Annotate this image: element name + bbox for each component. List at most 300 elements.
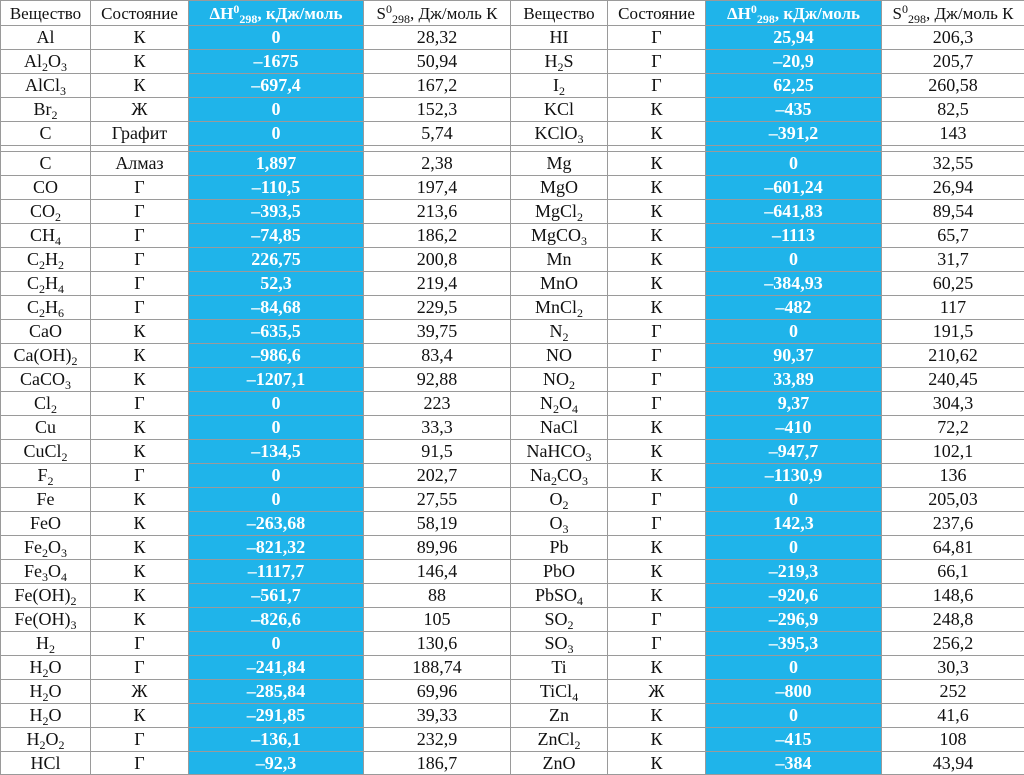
substance-cell: C <box>1 122 91 146</box>
substance-cell: $Na_2CO_3$ <box>511 464 608 488</box>
substance-cell: $Fe(OH)_3$ <box>1 608 91 632</box>
substance-cell: $NO_2$ <box>511 368 608 392</box>
enthalpy-cell: 0 <box>189 122 364 146</box>
enthalpy-cell: –384,93 <box>706 272 882 296</box>
substance-cell: $H_2S$ <box>511 50 608 74</box>
substance-cell: $O_3$ <box>511 512 608 536</box>
state-cell: К <box>608 122 706 146</box>
enthalpy-cell: –435 <box>706 98 882 122</box>
entropy-cell: 205,7 <box>882 50 1024 74</box>
entropy-cell: 31,7 <box>882 248 1024 272</box>
state-cell: Г <box>91 632 189 656</box>
entropy-cell: 102,1 <box>882 440 1024 464</box>
table-row <box>1 536 1024 560</box>
header-dh-prefix: ΔH <box>209 4 233 23</box>
header-s-sup: 0 <box>902 2 908 16</box>
header-substance-left: Вещество <box>1 1 91 26</box>
substance-cell: NaCl <box>511 416 608 440</box>
enthalpy-cell: –920,6 <box>706 584 882 608</box>
enthalpy-cell: –601,24 <box>706 176 882 200</box>
entropy-cell: 256,2 <box>882 632 1024 656</box>
enthalpy-cell: 0 <box>189 98 364 122</box>
enthalpy-cell: –561,7 <box>189 584 364 608</box>
enthalpy-cell: –1113 <box>706 224 882 248</box>
entropy-cell: 28,32 <box>364 26 511 50</box>
state-cell: К <box>91 536 189 560</box>
substance-cell: $Ca(OH)_2$ <box>1 344 91 368</box>
entropy-cell: 146,4 <box>364 560 511 584</box>
state-cell: Г <box>608 608 706 632</box>
enthalpy-cell: –393,5 <box>189 200 364 224</box>
header-entropy-right <box>882 1 1024 26</box>
entropy-cell: 83,4 <box>364 344 511 368</box>
table-row <box>1 98 1024 122</box>
entropy-cell: 200,8 <box>364 248 511 272</box>
substance-cell: Ti <box>511 656 608 680</box>
table-row <box>1 464 1024 488</box>
entropy-cell: 39,75 <box>364 320 511 344</box>
substance-cell: $F_2$ <box>1 464 91 488</box>
entropy-cell: 82,5 <box>882 98 1024 122</box>
state-cell: Г <box>91 200 189 224</box>
substance-cell: Cu <box>1 416 91 440</box>
enthalpy-cell: –263,68 <box>189 512 364 536</box>
table-body <box>1 26 1024 775</box>
entropy-cell: 33,3 <box>364 416 511 440</box>
entropy-cell: 205,03 <box>882 488 1024 512</box>
entropy-cell: 260,58 <box>882 74 1024 98</box>
entropy-cell: 210,62 <box>882 344 1024 368</box>
enthalpy-cell: –296,9 <box>706 608 882 632</box>
entropy-cell: 248,8 <box>882 608 1024 632</box>
header-dh-sup: 0 <box>751 2 757 16</box>
substance-cell: $Al_2O_3$ <box>1 50 91 74</box>
entropy-cell: 240,45 <box>882 368 1024 392</box>
entropy-cell: 60,25 <box>882 272 1024 296</box>
state-cell: К <box>91 440 189 464</box>
state-cell: К <box>91 50 189 74</box>
state-cell: К <box>608 440 706 464</box>
enthalpy-cell: 90,37 <box>706 344 882 368</box>
enthalpy-cell: 0 <box>706 320 882 344</box>
state-cell: К <box>608 536 706 560</box>
table-row <box>1 320 1024 344</box>
substance-cell: KClO$_3$ <box>511 122 608 146</box>
enthalpy-cell: –641,83 <box>706 200 882 224</box>
state-cell: Г <box>608 74 706 98</box>
state-cell: К <box>608 728 706 752</box>
entropy-cell: 27,55 <box>364 488 511 512</box>
table-row <box>1 440 1024 464</box>
enthalpy-cell: –92,3 <box>189 752 364 775</box>
entropy-cell: 105 <box>364 608 511 632</box>
substance-cell: MgO <box>511 176 608 200</box>
header-dh-suffix: , кДж/моль <box>257 4 342 23</box>
table-row <box>1 224 1024 248</box>
enthalpy-cell: 0 <box>189 632 364 656</box>
table-row <box>1 368 1024 392</box>
header-enthalpy-right <box>706 1 882 26</box>
entropy-cell: 152,3 <box>364 98 511 122</box>
entropy-cell: 167,2 <box>364 74 511 98</box>
state-cell: Г <box>608 320 706 344</box>
substance-cell: MgCl$_2$ <box>511 200 608 224</box>
state-cell: К <box>608 656 706 680</box>
substance-cell: $SO_2$ <box>511 608 608 632</box>
header-state-right: Состояние <box>608 1 706 26</box>
state-cell: Г <box>91 272 189 296</box>
substance-cell: $Cl_2$ <box>1 392 91 416</box>
enthalpy-cell: –635,5 <box>189 320 364 344</box>
enthalpy-cell: –821,32 <box>189 536 364 560</box>
enthalpy-cell: 226,75 <box>189 248 364 272</box>
table-row <box>1 656 1024 680</box>
entropy-cell: 32,55 <box>882 152 1024 176</box>
table-row <box>1 152 1024 176</box>
state-cell: К <box>608 152 706 176</box>
state-cell: К <box>608 296 706 320</box>
table-row <box>1 122 1024 146</box>
table-row <box>1 632 1024 656</box>
enthalpy-cell: –800 <box>706 680 882 704</box>
enthalpy-cell: –291,85 <box>189 704 364 728</box>
header-enthalpy-left <box>189 1 364 26</box>
entropy-cell: 2,38 <box>364 152 511 176</box>
state-cell: К <box>91 560 189 584</box>
substance-cell: $SO_3$ <box>511 632 608 656</box>
state-cell: Г <box>91 296 189 320</box>
entropy-cell: 69,96 <box>364 680 511 704</box>
substance-cell: $CO_2$ <box>1 200 91 224</box>
substance-cell: FeO <box>1 512 91 536</box>
substance-cell: $Fe(OH)_2$ <box>1 584 91 608</box>
header-dh-prefix: ΔH <box>727 4 751 23</box>
entropy-cell: 5,74 <box>364 122 511 146</box>
state-cell: Г <box>91 176 189 200</box>
table-row <box>1 26 1024 50</box>
header-s-prefix: S <box>893 4 902 23</box>
enthalpy-cell: –219,3 <box>706 560 882 584</box>
enthalpy-cell: 0 <box>189 392 364 416</box>
enthalpy-cell: –241,84 <box>189 656 364 680</box>
substance-cell: $H_2O_2$ <box>1 728 91 752</box>
header-row <box>1 1 1024 26</box>
substance-cell: $H_2O$ <box>1 656 91 680</box>
substance-cell: $C_2H_6$ <box>1 296 91 320</box>
state-cell: Ж <box>91 98 189 122</box>
state-cell: Г <box>91 224 189 248</box>
entropy-cell: 136 <box>882 464 1024 488</box>
enthalpy-cell: –826,6 <box>189 608 364 632</box>
header-dh-sub: 298 <box>757 12 775 26</box>
state-cell: К <box>91 416 189 440</box>
enthalpy-cell: –395,3 <box>706 632 882 656</box>
substance-cell: $CH_4$ <box>1 224 91 248</box>
state-cell: К <box>91 584 189 608</box>
substance-cell: $I_2$ <box>511 74 608 98</box>
entropy-cell: 88 <box>364 584 511 608</box>
state-cell: К <box>608 560 706 584</box>
substance-cell: PbSO$_4$ <box>511 584 608 608</box>
header-dh-suffix: , кДж/моль <box>775 4 860 23</box>
enthalpy-cell: –74,85 <box>189 224 364 248</box>
enthalpy-cell: –410 <box>706 416 882 440</box>
enthalpy-cell: 1,897 <box>189 152 364 176</box>
enthalpy-cell: 25,94 <box>706 26 882 50</box>
state-cell: К <box>91 488 189 512</box>
state-cell: К <box>91 512 189 536</box>
state-cell: Г <box>608 344 706 368</box>
entropy-cell: 65,7 <box>882 224 1024 248</box>
table-row <box>1 608 1024 632</box>
entropy-cell: 26,94 <box>882 176 1024 200</box>
enthalpy-cell: 33,89 <box>706 368 882 392</box>
entropy-cell: 108 <box>882 728 1024 752</box>
state-cell: Г <box>608 392 706 416</box>
enthalpy-cell: –384 <box>706 752 882 775</box>
enthalpy-cell: –110,5 <box>189 176 364 200</box>
table-row <box>1 416 1024 440</box>
state-cell: Г <box>91 464 189 488</box>
enthalpy-cell: –136,1 <box>189 728 364 752</box>
substance-cell: HCl <box>1 752 91 775</box>
enthalpy-cell: –482 <box>706 296 882 320</box>
state-cell: К <box>608 416 706 440</box>
state-cell: К <box>91 704 189 728</box>
state-cell: К <box>608 248 706 272</box>
state-cell: К <box>91 368 189 392</box>
state-cell: Ж <box>608 680 706 704</box>
entropy-cell: 117 <box>882 296 1024 320</box>
substance-cell: CO <box>1 176 91 200</box>
header-entropy-left <box>364 1 511 26</box>
substance-cell: $N_2O_4$ <box>511 392 608 416</box>
state-cell: Г <box>608 368 706 392</box>
substance-cell: KCl <box>511 98 608 122</box>
substance-cell: HI <box>511 26 608 50</box>
entropy-cell: 188,74 <box>364 656 511 680</box>
entropy-cell: 64,81 <box>882 536 1024 560</box>
enthalpy-cell: 142,3 <box>706 512 882 536</box>
state-cell: Г <box>91 248 189 272</box>
table-row <box>1 272 1024 296</box>
entropy-cell: 223 <box>364 392 511 416</box>
enthalpy-cell: –285,84 <box>189 680 364 704</box>
entropy-cell: 252 <box>882 680 1024 704</box>
substance-cell: $Fe_3O_4$ <box>1 560 91 584</box>
table-row <box>1 176 1024 200</box>
state-cell: К <box>91 608 189 632</box>
state-cell: К <box>608 98 706 122</box>
substance-cell: $O_2$ <box>511 488 608 512</box>
substance-cell: Pb <box>511 536 608 560</box>
substance-cell: $C_2H_4$ <box>1 272 91 296</box>
state-cell: Г <box>91 752 189 775</box>
enthalpy-cell: 0 <box>706 536 882 560</box>
entropy-cell: 43,94 <box>882 752 1024 775</box>
substance-cell: CuCl$_2$ <box>1 440 91 464</box>
enthalpy-cell: –1130,9 <box>706 464 882 488</box>
substance-cell: C <box>1 152 91 176</box>
table-row <box>1 248 1024 272</box>
state-cell: Алмаз <box>91 152 189 176</box>
substance-cell: PbO <box>511 560 608 584</box>
substance-cell: $H_2O$ <box>1 680 91 704</box>
header-s-sup: 0 <box>386 2 392 16</box>
table-row <box>1 512 1024 536</box>
enthalpy-cell: –1207,1 <box>189 368 364 392</box>
enthalpy-cell: 0 <box>706 248 882 272</box>
enthalpy-cell: 62,25 <box>706 74 882 98</box>
enthalpy-cell: –697,4 <box>189 74 364 98</box>
state-cell: Г <box>608 488 706 512</box>
entropy-cell: 66,1 <box>882 560 1024 584</box>
entropy-cell: 130,6 <box>364 632 511 656</box>
enthalpy-cell: –391,2 <box>706 122 882 146</box>
substance-cell: MnCl$_2$ <box>511 296 608 320</box>
substance-cell: $N_2$ <box>511 320 608 344</box>
enthalpy-cell: –947,7 <box>706 440 882 464</box>
state-cell: Ж <box>91 680 189 704</box>
table-row <box>1 584 1024 608</box>
state-cell: К <box>608 272 706 296</box>
state-cell: Г <box>91 656 189 680</box>
entropy-cell: 148,6 <box>882 584 1024 608</box>
table-row <box>1 200 1024 224</box>
substance-cell: CaO <box>1 320 91 344</box>
state-cell: Графит <box>91 122 189 146</box>
state-cell: Г <box>608 50 706 74</box>
state-cell: К <box>91 344 189 368</box>
enthalpy-cell: 0 <box>706 488 882 512</box>
entropy-cell: 143 <box>882 122 1024 146</box>
enthalpy-cell: 9,37 <box>706 392 882 416</box>
entropy-cell: 58,19 <box>364 512 511 536</box>
table-row <box>1 50 1024 74</box>
header-dh-sub: 298 <box>239 12 257 26</box>
state-cell: К <box>608 752 706 775</box>
state-cell: К <box>608 200 706 224</box>
substance-cell: ZnCl$_2$ <box>511 728 608 752</box>
state-cell: Г <box>91 392 189 416</box>
state-cell: К <box>91 74 189 98</box>
substance-cell: Fe <box>1 488 91 512</box>
enthalpy-cell: 0 <box>706 152 882 176</box>
entropy-cell: 41,6 <box>882 704 1024 728</box>
entropy-cell: 50,94 <box>364 50 511 74</box>
entropy-cell: 202,7 <box>364 464 511 488</box>
entropy-cell: 191,5 <box>882 320 1024 344</box>
substance-cell: TiCl$_4$ <box>511 680 608 704</box>
enthalpy-cell: 0 <box>706 656 882 680</box>
entropy-cell: 197,4 <box>364 176 511 200</box>
enthalpy-cell: –1675 <box>189 50 364 74</box>
entropy-cell: 91,5 <box>364 440 511 464</box>
entropy-cell: 89,96 <box>364 536 511 560</box>
substance-cell: AlCl$_3$ <box>1 74 91 98</box>
entropy-cell: 213,6 <box>364 200 511 224</box>
state-cell: Г <box>91 728 189 752</box>
header-s-prefix: S <box>377 4 386 23</box>
header-s-suffix: , Дж/моль К <box>410 4 497 23</box>
substance-cell: $H_2$ <box>1 632 91 656</box>
table-row <box>1 728 1024 752</box>
entropy-cell: 219,4 <box>364 272 511 296</box>
state-cell: Г <box>608 26 706 50</box>
state-cell: К <box>608 464 706 488</box>
substance-cell: Mg <box>511 152 608 176</box>
entropy-cell: 39,33 <box>364 704 511 728</box>
enthalpy-cell: 0 <box>189 464 364 488</box>
header-dh-sup: 0 <box>233 2 239 16</box>
state-cell: К <box>608 176 706 200</box>
enthalpy-cell: –415 <box>706 728 882 752</box>
entropy-cell: 72,2 <box>882 416 1024 440</box>
header-state-left: Состояние <box>91 1 189 26</box>
table-row <box>1 560 1024 584</box>
substance-cell: NaHCO$_3$ <box>511 440 608 464</box>
table-row <box>1 704 1024 728</box>
enthalpy-cell: –84,68 <box>189 296 364 320</box>
entropy-cell: 206,3 <box>882 26 1024 50</box>
substance-cell: Zn <box>511 704 608 728</box>
enthalpy-cell: –20,9 <box>706 50 882 74</box>
substance-cell: NO <box>511 344 608 368</box>
enthalpy-cell: –1117,7 <box>189 560 364 584</box>
enthalpy-cell: –134,5 <box>189 440 364 464</box>
header-s-sub: 298 <box>908 12 926 26</box>
enthalpy-cell: –986,6 <box>189 344 364 368</box>
state-cell: К <box>608 704 706 728</box>
substance-cell: $Fe_2O_3$ <box>1 536 91 560</box>
header-s-sub: 298 <box>392 12 410 26</box>
state-cell: К <box>608 584 706 608</box>
table-row <box>1 296 1024 320</box>
entropy-cell: 186,2 <box>364 224 511 248</box>
table-row <box>1 74 1024 98</box>
entropy-cell: 92,88 <box>364 368 511 392</box>
entropy-cell: 229,5 <box>364 296 511 320</box>
header-substance-right: Вещество <box>511 1 608 26</box>
state-cell: Г <box>608 632 706 656</box>
entropy-cell: 89,54 <box>882 200 1024 224</box>
substance-cell: MnO <box>511 272 608 296</box>
entropy-cell: 186,7 <box>364 752 511 775</box>
enthalpy-cell: 52,3 <box>189 272 364 296</box>
substance-cell: Mn <box>511 248 608 272</box>
table-row <box>1 344 1024 368</box>
substance-cell: ZnO <box>511 752 608 775</box>
state-cell: К <box>608 224 706 248</box>
enthalpy-cell: 0 <box>706 704 882 728</box>
entropy-cell: 30,3 <box>882 656 1024 680</box>
substance-cell: $Br_2$ <box>1 98 91 122</box>
state-cell: Г <box>608 512 706 536</box>
table-row <box>1 680 1024 704</box>
header-s-suffix: , Дж/моль К <box>926 4 1013 23</box>
substance-cell: CaCO$_3$ <box>1 368 91 392</box>
substance-cell: Al <box>1 26 91 50</box>
entropy-cell: 232,9 <box>364 728 511 752</box>
entropy-cell: 304,3 <box>882 392 1024 416</box>
enthalpy-cell: 0 <box>189 26 364 50</box>
substance-cell: $H_2O$ <box>1 704 91 728</box>
table-row <box>1 752 1024 775</box>
table-row <box>1 488 1024 512</box>
substance-cell: $C_2H_2$ <box>1 248 91 272</box>
entropy-cell: 237,6 <box>882 512 1024 536</box>
state-cell: К <box>91 26 189 50</box>
